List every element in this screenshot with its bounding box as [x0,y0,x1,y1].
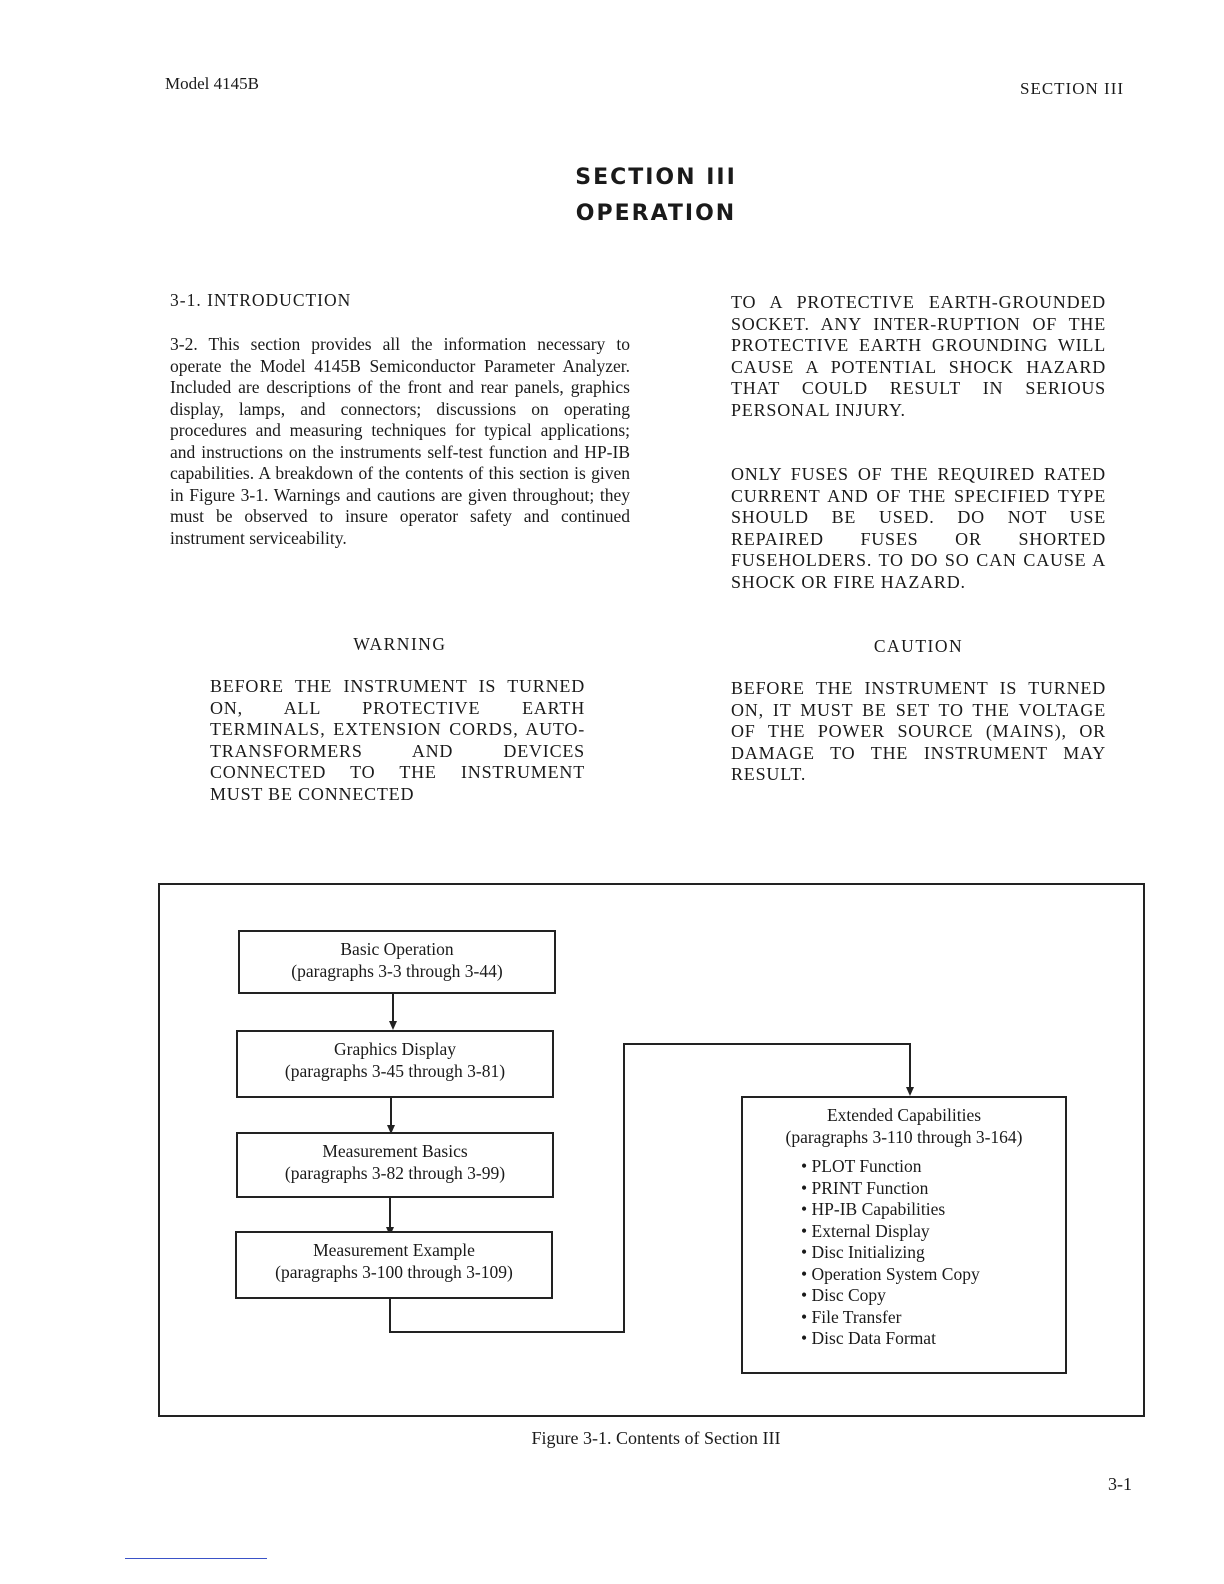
intro-paragraph: 3-2. This section provides all the information necessary to operate the Model 4145B Semiconductor Parameter Analyzer. Included are descriptions of the front and rear panels, graphics display, lamps, and connectors; discussions on operating procedures and measuring techniques for typical applications; and instructions on the instruments self-test function and HP-IB capabilities. A breakdown of the contents of this section is given in Figure 3-1. Warnings and cautions are given throughout; they must be observed to insure operator safety and continued instrument serviceability. [170,334,630,548]
bottom-rule [125,1558,267,1559]
list-item: • PLOT Function [801,1156,1065,1178]
list-item: • HP-IB Capabilities [801,1199,1065,1221]
flow-box-basic-operation [238,930,556,994]
list-item: • Disc Data Format [801,1328,1065,1350]
warning-label: WARNING [353,634,447,654]
flow-box-extended-capabilities [741,1096,1067,1374]
header-model: Model 4145B [165,74,259,93]
page-number: 3-1 [1108,1474,1132,1494]
header-section: SECTION III [1020,79,1125,98]
list-item: • Disc Initializing [801,1242,1065,1264]
connector-line [623,1043,911,1045]
section-subtitle: OPERATION [575,201,737,226]
connector-line [623,1043,625,1333]
warning-text-left: BEFORE THE INSTRUMENT IS TURNED ON, ALL PROTECTIVE EARTH TERMINALS, EXTENSION CORDS, AUTO-TRANSFORMERS AND DEVICES CONNECTED TO THE INSTRUMENT MUST BE CONNECTED [210,676,585,804]
warning-text-right-1: TO A PROTECTIVE EARTH-GROUNDED SOCKET. ANY INTER-RUPTION OF THE PROTECTIVE EARTH GROUNDING WILL CAUSE A POTENTIAL SHOCK HAZARD THAT COULD RESULT IN SERIOUS PERSONAL INJURY. [731,292,1106,420]
flow-box-range: (paragraphs 3-82 through 3-99) [284,1163,506,1183]
capability-list [801,1156,1065,1350]
intro-heading: 3-1. INTRODUCTION [170,290,352,310]
section-title: SECTION III [575,165,737,190]
list-item: • PRINT Function [801,1178,1065,1200]
arrow-down-icon [389,1021,397,1030]
flow-box-range: (paragraphs 3-110 through 3-164) [785,1127,1023,1147]
flow-box-title: Measurement Example [313,1240,475,1260]
flow-box-title: Graphics Display [334,1039,456,1059]
flow-box-title: Measurement Basics [322,1141,468,1161]
list-item: • External Display [801,1221,1065,1243]
connector-line [389,1198,391,1230]
connector-line [392,994,394,1024]
figure-3-1 [158,883,1145,1417]
connector-line [389,1299,391,1333]
flow-box-graphics-display [236,1030,554,1098]
figure-caption: Figure 3-1. Contents of Section III [531,1428,781,1448]
list-item: • File Transfer [801,1307,1065,1329]
arrow-down-icon [906,1087,914,1096]
connector-line [390,1098,392,1128]
connector-line [389,1331,625,1333]
warning-text-right-2: ONLY FUSES OF THE REQUIRED RATED CURRENT AND OF THE SPECIFIED TYPE SHOULD BE USED. DO NOT USE REPAIRED FUSES OR SHORTED FUSEHOLDERS. TO DO SO CAN CAUSE A SHOCK OR FIRE HAZARD. [731,464,1106,592]
flow-box-title: Extended Capabilities [826,1105,982,1125]
caution-text: BEFORE THE INSTRUMENT IS TURNED ON, IT MUST BE SET TO THE VOLTAGE OF THE POWER SOURCE (MAINS), OR DAMAGE TO THE INSTRUMENT MAY RESULT. [731,678,1106,784]
flow-box-title: Basic Operation [340,939,454,959]
flow-box-range: (paragraphs 3-100 through 3-109) [275,1262,513,1282]
flow-box-range: (paragraphs 3-3 through 3-44) [291,961,503,981]
caution-label: CAUTION [873,636,964,656]
list-item: • Operation System Copy [801,1264,1065,1286]
flow-box-range: (paragraphs 3-45 through 3-81) [284,1061,506,1081]
flow-box-measurement-example [235,1231,553,1299]
connector-line [909,1043,911,1088]
list-item: • Disc Copy [801,1285,1065,1307]
flow-box-measurement-basics [236,1132,554,1198]
